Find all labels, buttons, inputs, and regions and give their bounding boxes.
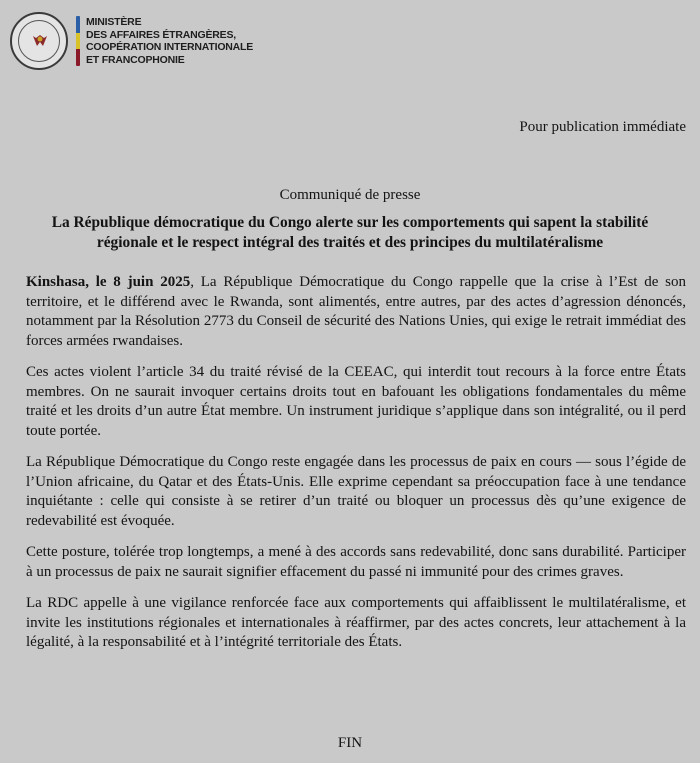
document-type: Communiqué de presse [279,187,421,203]
coat-of-arms-seal-icon [10,12,68,70]
paragraph: Cette posture, tolérée trop longtemps, a mené à des accords sans redevabilité, donc sans durabilité. Participer à un processus de paix ne saurait signifier effacement du passé ni immunité pour des crimes graves. [26,544,686,580]
paragraph: La RDC appelle à une vigilance renforcée face aux comportements qui affaiblissent le multilatéralisme, et invite les institutions régionales et internationales à réaffirmer, par des actes concrets, leur attachement à la légalité, à la responsabilité et à l’intégrité territoriale des États. [26,595,686,650]
ministry-line: MINISTÈRE [86,16,142,28]
paragraph-text: , La République Démocratique du Congo rappelle que la crise à l’Est de son territoire, et le différend avec le Rwanda, sont alimentés, entre autres, par des actes d’agression dénoncés, notamment par la Résolution 2773 du Conseil de sécurité des Nations Unies, qui exige le retrait immédiat des forces armées rwandaises. [26,274,686,349]
paragraph: La République Démocratique du Congo reste engagée dans les processus de paix en cours — sous l’égide de l’Union africaine, du Qatar et des États-Unis. Elle exprime cependant sa préoccupation face à une tendance inquiétante : celle qui consiste à se retirer d’un traité ou bloquer un processus dès qu’une exigence de redevabilité est évoquée. [26,454,686,529]
flag-yellow [76,33,80,50]
paragraph: Ces actes violent l’article 34 du traité révisé de la CEEAC, qui interdit tout recours à la force entre États membres. On ne saurait invoquer certains droits tout en bafouant les obligations fondamentales du même traité et les droits d’un autre État membre. Un instrument juridique s’applique dans son intégralité, ou il perd toute portée. [26,364,686,439]
ministry-line: DES AFFAIRES ÉTRANGÈRES, [86,28,236,41]
publication-note: Pour publication immédiate [519,119,686,135]
flag-blue [76,16,80,33]
flag-red [76,49,80,66]
ministry-line: COOPÉRATION INTERNATIONALE [86,41,254,53]
dateline: Kinshasa, le 8 juin 2025 [26,274,191,290]
ministry-name [86,16,253,66]
ministry-line: ET FRANCOPHONIE [86,53,185,66]
end-marker: FIN [337,735,363,751]
press-release-body [26,273,686,665]
flag-color-stripe [76,16,80,66]
press-release-title: La République démocratique du Congo alerte sur les comportements qui sapent la stabilité régionale et le respect intégral des traités et des principes du multilatéralisme [51,214,649,251]
leopard-emblem-icon [31,32,49,50]
paragraph [26,273,686,351]
letterhead [10,10,253,72]
